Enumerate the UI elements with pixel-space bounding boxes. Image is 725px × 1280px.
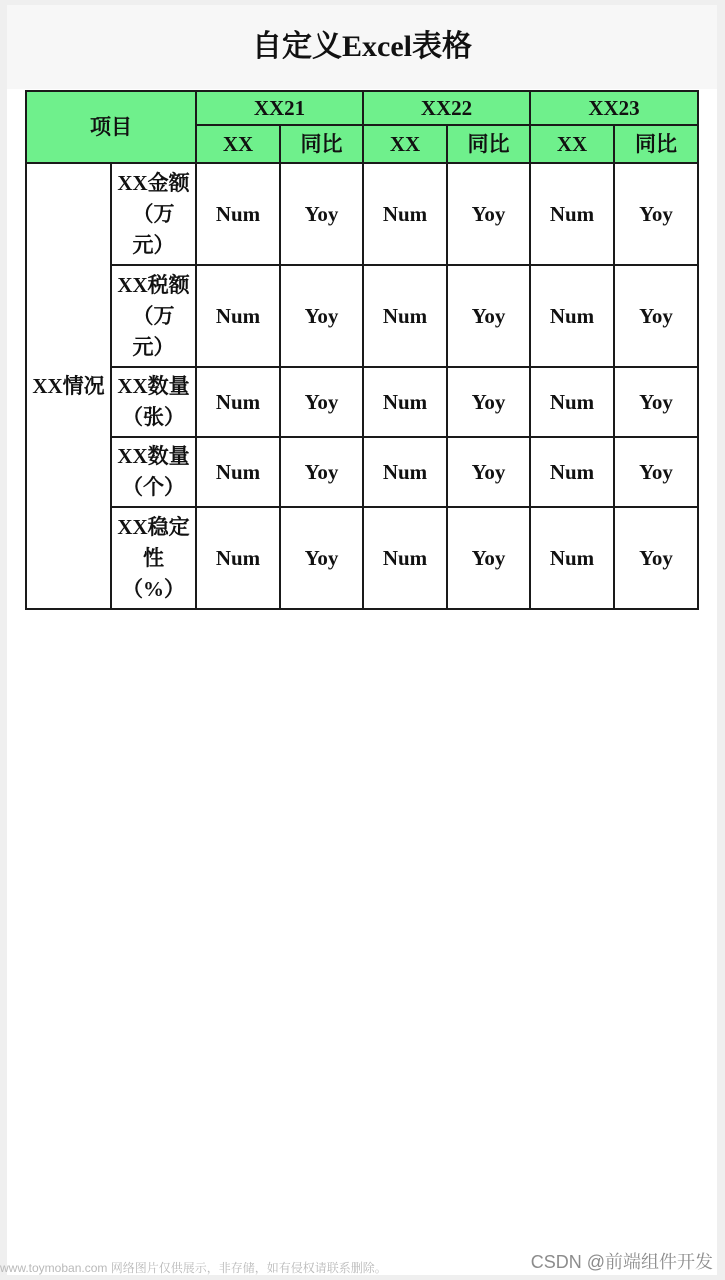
data-cell: Num (363, 437, 447, 507)
row-label-line: XX稳定 (117, 514, 190, 539)
group-label-cell: XX情况 (26, 163, 111, 609)
row-label-cell (111, 265, 196, 367)
row-label-cell (111, 367, 196, 437)
row-label-line: 性 (143, 545, 164, 570)
app-screen (7, 5, 717, 1275)
header-year-cell: XX23 (530, 91, 698, 125)
data-cell: Yoy (447, 265, 530, 367)
header-corner-cell: 项目 (26, 91, 196, 163)
data-cell: Num (196, 507, 280, 609)
table-row (26, 367, 698, 437)
row-label-line: （%） (122, 576, 185, 601)
data-cell: Yoy (447, 163, 530, 265)
data-cell: Yoy (447, 437, 530, 507)
data-cell: Yoy (614, 437, 698, 507)
row-label-cell (111, 437, 196, 507)
data-table (25, 90, 699, 610)
data-cell: Yoy (614, 265, 698, 367)
data-cell: Yoy (614, 367, 698, 437)
row-label-line: XX金额 (117, 170, 190, 195)
header-sub-cell: XX (530, 125, 614, 163)
row-label-line: （万 (132, 303, 175, 328)
data-cell: Yoy (280, 367, 363, 437)
header-sub-cell: XX (363, 125, 447, 163)
header-sub-cell: 同比 (280, 125, 363, 163)
row-label-cell (111, 163, 196, 265)
header-year-cell: XX21 (196, 91, 363, 125)
data-cell: Num (530, 367, 614, 437)
table-row (26, 265, 698, 367)
data-cell: Num (363, 265, 447, 367)
row-label-line: XX数量 (117, 374, 190, 398)
data-cell: Num (530, 507, 614, 609)
row-label-line: （万 (132, 201, 175, 226)
header-year-cell: XX22 (363, 91, 530, 125)
data-cell: Yoy (447, 367, 530, 437)
data-cell: Num (530, 437, 614, 507)
row-label-line: 元） (132, 334, 175, 359)
row-label-line: XX税额 (117, 272, 190, 297)
data-cell: Num (196, 265, 280, 367)
data-cell: Num (363, 367, 447, 437)
data-cell: Num (530, 163, 614, 265)
data-cell: Yoy (280, 507, 363, 609)
data-cell: Num (363, 507, 447, 609)
row-label-cell (111, 507, 196, 609)
data-cell: Yoy (280, 437, 363, 507)
header-sub-cell: XX (196, 125, 280, 163)
data-cell: Num (196, 163, 280, 265)
data-cell: Num (363, 163, 447, 265)
data-cell: Yoy (614, 163, 698, 265)
header-sub-cell: 同比 (447, 125, 530, 163)
data-cell: Yoy (447, 507, 530, 609)
data-cell: Num (196, 437, 280, 507)
table-row (26, 437, 698, 507)
watermark-text: www.toymoban.com 网络图片仅供展示，非存储，如有侵权请联系删除。 (0, 1261, 387, 1275)
table-row (26, 507, 698, 609)
row-label-line: （个） (122, 475, 185, 499)
data-cell: Num (530, 265, 614, 367)
data-cell: Yoy (614, 507, 698, 609)
header-sub-cell: 同比 (614, 125, 698, 163)
page-title: 自定义Excel表格 (252, 30, 472, 63)
data-cell: Yoy (280, 265, 363, 367)
table-row (26, 163, 698, 265)
row-label-line: 元） (132, 232, 175, 257)
brand-watermark: CSDN @前端组件开发 (530, 1252, 713, 1272)
row-label-line: XX数量 (117, 444, 190, 468)
title-bar (7, 5, 717, 89)
row-label-line: （张） (122, 405, 185, 429)
data-cell: Num (196, 367, 280, 437)
data-cell: Yoy (280, 163, 363, 265)
